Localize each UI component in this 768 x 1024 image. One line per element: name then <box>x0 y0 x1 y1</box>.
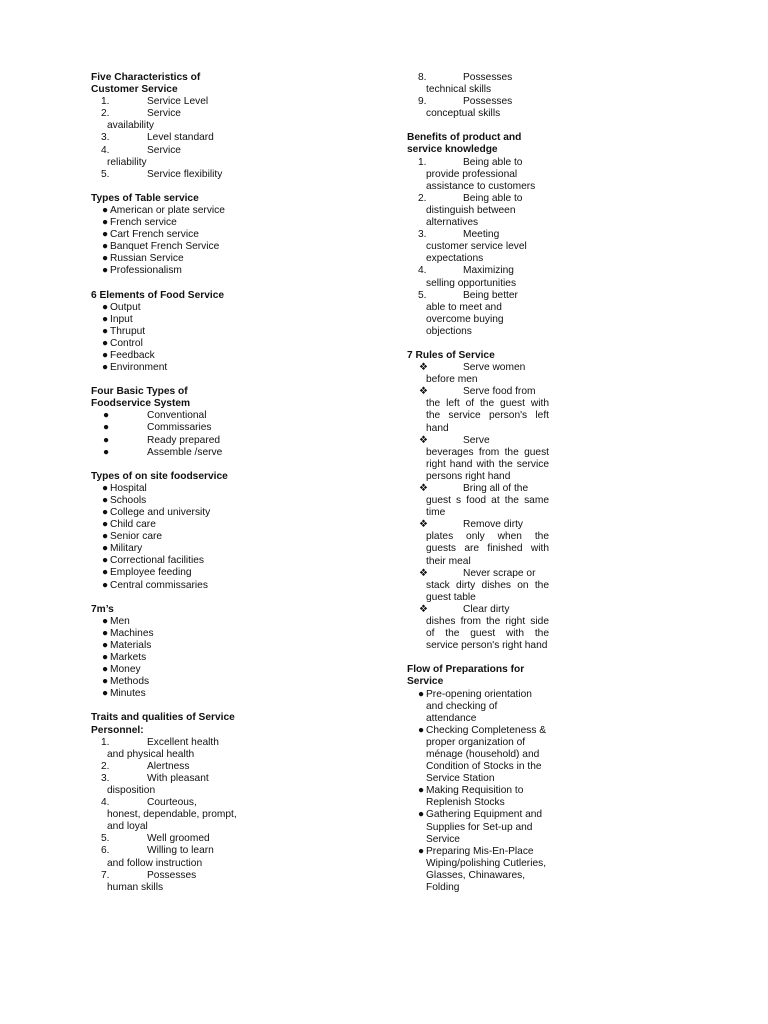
item-text-continued: conceptual skills <box>426 108 501 120</box>
item-text: Feedback <box>110 349 155 361</box>
item-number: 3. <box>101 772 110 784</box>
section-heading: Flow of Preparations for Service <box>407 664 525 688</box>
item-text: Machines <box>110 627 154 639</box>
diamond-bullet-icon: ❖ <box>419 434 429 446</box>
item-text: Men <box>110 615 130 627</box>
numbered-item <box>91 870 246 894</box>
bullet-icon: ● <box>102 627 109 639</box>
bullet-item <box>91 302 246 314</box>
bullet-item <box>91 628 246 640</box>
diamond-bullet-icon: ❖ <box>419 362 429 374</box>
section-table-service <box>91 193 246 278</box>
bullet-icon: ● <box>102 494 109 506</box>
item-number: 9. <box>418 96 427 108</box>
bullet-icon: ● <box>102 204 109 216</box>
diamond-bullet-icon: ❖ <box>419 519 429 531</box>
section-elements <box>91 290 246 375</box>
item-text: Commissaries <box>147 422 212 434</box>
section-heading: Five Characteristics of Customer Service <box>91 72 201 96</box>
numbered-item <box>407 157 549 193</box>
item-text: Service <box>147 108 181 120</box>
item-text: Conventional <box>147 410 207 422</box>
item-text: Being able to <box>463 156 523 168</box>
item-text: Thruput <box>110 325 146 337</box>
item-text-continued: stack dirty dishes on the guest table <box>426 579 549 603</box>
item-text: With pleasant <box>147 772 209 784</box>
rule-item <box>407 604 549 652</box>
item-number: 3. <box>101 132 110 144</box>
numbered-item <box>91 797 246 833</box>
item-text-continued: honest, dependable, prompt, and loyal <box>107 809 237 833</box>
item-text: Central commissaries <box>110 579 208 591</box>
numbered-item <box>91 108 246 132</box>
item-text: Willing to learn <box>147 845 214 857</box>
item-text-continued: dishes from the right side of the guest with the service person's right hand <box>426 616 549 652</box>
bullet-icon: ● <box>102 579 109 591</box>
section-traits <box>91 712 246 893</box>
item-number: 5. <box>101 833 110 845</box>
item-text-continued: and physical health <box>107 748 195 760</box>
bullet-item <box>407 809 549 845</box>
item-text: Serve <box>463 434 490 446</box>
section-heading: 7 Rules of Service <box>407 349 495 361</box>
bullet-icon: ● <box>102 325 109 337</box>
bullet-icon: ● <box>102 567 109 579</box>
bullet-icon: ● <box>102 253 109 265</box>
section-heading: Types of on site foodservice <box>91 470 228 482</box>
item-text-continued: and follow instruction <box>107 857 203 869</box>
numbered-item <box>407 96 549 120</box>
item-text-continued: the left of the guest with the service person's left hand <box>426 398 549 434</box>
section-heading: 6 Elements of Food Service <box>91 289 225 301</box>
section-heading: 7m’s <box>91 603 114 615</box>
bullet-item <box>91 519 246 531</box>
numbered-item <box>407 229 549 265</box>
bullet-item <box>91 483 246 495</box>
bullet-icon: ● <box>103 410 110 422</box>
bullet-item <box>407 689 549 725</box>
item-number: 8. <box>418 72 427 83</box>
bullet-item <box>91 676 246 688</box>
item-text-continued: distinguish between alternatives <box>426 204 516 229</box>
item-text: Being better <box>463 289 518 301</box>
diamond-bullet-icon: ❖ <box>419 386 429 398</box>
item-text: Being able to <box>463 192 523 204</box>
numbered-item <box>407 72 549 96</box>
item-text: Excellent health <box>147 736 219 748</box>
bullet-item <box>91 410 246 422</box>
section-characteristics <box>91 72 246 181</box>
numbered-item <box>91 833 246 845</box>
numbered-item <box>91 145 246 169</box>
bullet-icon: ● <box>102 349 109 361</box>
bullet-item <box>91 362 246 374</box>
item-text: Service flexibility <box>147 168 223 180</box>
item-text: Bring all of the <box>463 483 529 494</box>
item-text: American or plate service <box>110 204 225 216</box>
bullet-icon: ● <box>102 229 109 241</box>
rule-item <box>407 435 549 483</box>
bullet-icon: ● <box>102 362 109 374</box>
bullet-item <box>91 531 246 543</box>
section-heading: Benefits of product and service knowledge <box>407 132 522 156</box>
item-text-continued: technical skills <box>426 84 492 96</box>
item-text: Checking Completeness & proper organization of ménage (household) and Condition of Stocks in the Service Station <box>426 724 547 785</box>
bullet-item <box>91 326 246 338</box>
item-text: Gathering Equipment and Supplies for Set-up and Service <box>426 809 543 845</box>
section-flow <box>407 664 549 894</box>
item-number: 4. <box>101 144 110 156</box>
bullet-item <box>91 205 246 217</box>
item-text: Environment <box>110 362 168 374</box>
rule-item <box>407 483 549 519</box>
bullet-icon: ● <box>102 615 109 627</box>
item-text: Service <box>147 144 181 156</box>
bullet-icon: ● <box>102 639 109 651</box>
right-column <box>407 72 549 906</box>
numbered-item <box>91 773 246 797</box>
numbered-item <box>91 96 246 108</box>
bullet-item <box>91 241 246 253</box>
item-text: Professionalism <box>110 265 182 277</box>
item-text: Military <box>110 543 143 555</box>
bullet-item <box>91 253 246 265</box>
item-text: Pre-opening orientation and checking of attendance <box>426 688 532 724</box>
section-rules <box>407 350 549 652</box>
bullet-icon: ● <box>102 482 109 494</box>
item-text: College and university <box>110 507 211 518</box>
item-number: 3. <box>418 229 427 241</box>
numbered-item <box>407 265 549 289</box>
bullet-item <box>91 507 246 519</box>
item-text: Maximizing <box>463 265 514 277</box>
bullet-icon: ● <box>102 313 109 325</box>
bullet-icon: ● <box>418 724 425 736</box>
item-text: Cart French service <box>110 229 199 241</box>
item-text: Well groomed <box>147 833 210 845</box>
item-number: 5. <box>418 289 427 301</box>
item-text-continued: disposition <box>107 784 156 796</box>
bullet-icon: ● <box>418 688 425 700</box>
bullet-item <box>91 350 246 362</box>
bullet-icon: ● <box>102 519 109 531</box>
bullet-item <box>91 495 246 507</box>
item-text: Possesses <box>463 72 513 83</box>
item-number: 2. <box>101 760 110 772</box>
bullet-item <box>91 567 246 579</box>
item-text-continued: guest s food at the same time <box>426 495 549 519</box>
item-text: Child care <box>110 519 156 531</box>
item-text: Senior care <box>110 531 163 543</box>
item-number: 1. <box>101 736 110 748</box>
item-text-continued: provide professional assistance to customers <box>426 168 536 192</box>
item-text: Materials <box>110 639 152 651</box>
section-onsite <box>91 471 246 592</box>
bullet-item <box>91 616 246 628</box>
item-text: Level standard <box>147 132 214 144</box>
bullet-icon: ● <box>102 265 109 277</box>
bullet-icon: ● <box>102 543 109 555</box>
numbered-item <box>91 845 246 869</box>
item-text: Schools <box>110 494 147 506</box>
bullet-item <box>91 688 246 700</box>
item-text-continued: reliability <box>107 156 147 168</box>
bullet-icon: ● <box>102 676 109 688</box>
item-text: Service Level <box>147 96 209 108</box>
item-text: Clear dirty <box>463 603 510 615</box>
item-text: French service <box>110 217 177 229</box>
bullet-item <box>91 652 246 664</box>
bullet-item <box>91 435 246 447</box>
bullet-icon: ● <box>418 809 425 821</box>
item-text: Serve women <box>463 362 526 374</box>
item-text: Courteous, <box>147 797 197 809</box>
item-text: Money <box>110 664 141 676</box>
item-text: Control <box>110 337 143 349</box>
rule-item <box>407 519 549 567</box>
item-text: Preparing Mis-En-Place Wiping/polishing Cutleries, Glasses, Chinawares, Folding <box>426 845 547 893</box>
numbered-item <box>91 132 246 144</box>
bullet-icon: ● <box>103 434 110 446</box>
bullet-item <box>91 640 246 652</box>
item-text: Input <box>110 313 133 325</box>
item-text-continued: availability <box>107 120 154 132</box>
bullet-item <box>91 447 246 459</box>
diamond-bullet-icon: ❖ <box>419 483 429 494</box>
bullet-icon: ● <box>418 845 425 857</box>
bullet-icon: ● <box>102 241 109 253</box>
bullet-icon: ● <box>102 507 109 518</box>
bullet-icon: ● <box>103 446 110 458</box>
item-number: 4. <box>418 265 427 277</box>
bullet-icon: ● <box>103 422 110 434</box>
item-text-continued: able to meet and overcome buying objections <box>426 301 504 337</box>
numbered-item <box>91 761 246 773</box>
item-text: Minutes <box>110 688 146 700</box>
item-text-continued: beverages from the guest right hand with the service persons right hand <box>426 446 549 482</box>
item-text-continued: plates only when the guests are finished with their meal <box>426 531 549 567</box>
section-heading: Traits and qualities of Service Personnel: <box>91 712 235 736</box>
item-text: Employee feeding <box>110 567 192 579</box>
section-traits-continued <box>407 72 549 120</box>
bullet-item <box>407 725 549 785</box>
bullet-item <box>91 229 246 241</box>
rule-item <box>407 568 549 604</box>
bullet-icon: ● <box>418 785 425 797</box>
item-text: Remove dirty <box>463 519 524 531</box>
section-heading: Types of Table service <box>91 192 199 204</box>
item-text-continued: human skills <box>107 881 164 893</box>
item-text: Correctional facilities <box>110 555 204 567</box>
item-text-continued: before men <box>426 374 478 386</box>
item-text: Making Requisition to Replenish Stocks <box>426 785 524 809</box>
bullet-icon: ● <box>102 664 109 676</box>
bullet-icon: ● <box>102 531 109 543</box>
bullet-item <box>91 543 246 555</box>
section-benefits <box>407 132 549 338</box>
item-number: 4. <box>101 797 110 809</box>
item-text: Never scrape or <box>463 567 536 579</box>
numbered-item <box>91 737 246 761</box>
bullet-item <box>91 265 246 277</box>
bullet-icon: ● <box>102 337 109 349</box>
rule-item <box>407 362 549 386</box>
left-column <box>91 72 246 906</box>
bullet-item <box>91 338 246 350</box>
bullet-item <box>407 846 549 894</box>
item-number: 1. <box>101 96 110 108</box>
numbered-item <box>407 290 549 338</box>
section-foodservice-system <box>91 386 246 459</box>
bullet-item <box>91 664 246 676</box>
bullet-item <box>91 422 246 434</box>
item-text-continued: customer service level expectations <box>426 241 527 265</box>
bullet-icon: ● <box>102 217 109 229</box>
section-seven-ms <box>91 604 246 701</box>
item-number: 6. <box>101 845 110 857</box>
diamond-bullet-icon: ❖ <box>419 603 429 615</box>
item-text: Ready prepared <box>147 434 221 446</box>
item-number: 1. <box>418 156 427 168</box>
item-text: Meeting <box>463 229 500 241</box>
bullet-icon: ● <box>102 301 109 313</box>
bullet-icon: ● <box>102 652 109 664</box>
item-text: Markets <box>110 652 147 664</box>
item-number: 5. <box>101 168 110 180</box>
item-text: Output <box>110 301 141 313</box>
bullet-icon: ● <box>102 555 109 567</box>
item-text: Possesses <box>463 96 513 108</box>
bullet-item <box>407 785 549 809</box>
bullet-item <box>91 314 246 326</box>
numbered-item <box>91 169 246 181</box>
item-text-continued: selling opportunities <box>426 277 517 289</box>
numbered-item <box>407 193 549 229</box>
item-text: Possesses <box>147 869 197 881</box>
item-text: Banquet French Service <box>110 241 220 253</box>
bullet-item <box>91 555 246 567</box>
item-text: Alertness <box>147 760 190 772</box>
item-text: Russian Service <box>110 253 184 265</box>
item-number: 2. <box>101 108 110 120</box>
bullet-icon: ● <box>102 688 109 700</box>
item-number: 7. <box>101 869 110 881</box>
item-text: Assemble /serve <box>147 446 223 458</box>
bullet-item <box>91 217 246 229</box>
section-heading: Four Basic Types of Foodservice System <box>91 386 191 410</box>
diamond-bullet-icon: ❖ <box>419 567 429 579</box>
item-text: Methods <box>110 676 150 688</box>
item-text: Serve food from <box>463 386 536 398</box>
bullet-item <box>91 580 246 592</box>
rule-item <box>407 386 549 434</box>
item-text: Hospital <box>110 482 147 494</box>
item-number: 2. <box>418 192 427 204</box>
